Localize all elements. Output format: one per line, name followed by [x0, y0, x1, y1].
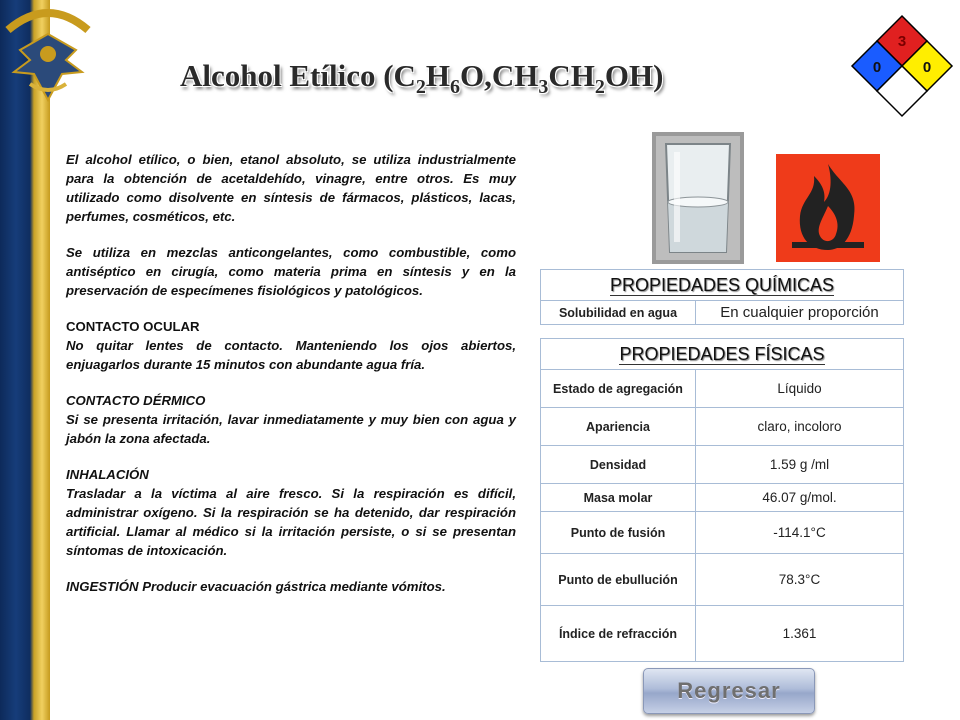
- section-inhalacion: INHALACIÓN Trasladar a la víctima al aire fresco. Si la respiración es difícil, administrar oxígeno. Si la respiración se ha detenido, dar respiración artificial. Llamar al médico si la irritación persiste, o si se presentan síntomas de intoxicación.: [66, 467, 516, 558]
- property-key: Solubilidad en agua: [541, 301, 696, 325]
- section-dermico: CONTACTO DÉRMICO Si se presenta irritación, lavar inmediatamente y muy bien con agua y jabón la zona afectada.: [66, 393, 516, 446]
- regresar-button[interactable]: Regresar: [643, 668, 815, 714]
- property-key: Apariencia: [541, 408, 696, 446]
- heading-inhalacion: INHALACIÓN: [66, 467, 149, 482]
- nfpa-flammability: 3: [897, 33, 907, 50]
- university-seal-logo: [0, 0, 96, 110]
- property-value: Líquido: [696, 370, 904, 408]
- property-value: 1.59 g /ml: [696, 446, 904, 484]
- property-key: Densidad: [541, 446, 696, 484]
- physical-properties-title: PROPIEDADES FÍSICAS: [541, 339, 904, 370]
- nfpa-reactivity: 0: [922, 59, 932, 76]
- property-key: Índice de refracción: [541, 606, 696, 662]
- property-value: claro, incoloro: [696, 408, 904, 446]
- property-key: Punto de ebullución: [541, 554, 696, 606]
- chemical-properties-table: [540, 269, 904, 325]
- paragraph-uses: El alcohol etílico, o bien, etanol absoluto, se utiliza industrialmente para la obtención de acetaldehído, vinagre, entre otros. Es muy utilizado como disolvente en síntesis de fármacos, plásticos, lacas, perfumes, cosméticos, etc.: [66, 152, 516, 224]
- property-value: -114.1°C: [696, 512, 904, 554]
- property-key: Punto de fusión: [541, 512, 696, 554]
- property-key: Estado de agregación: [541, 370, 696, 408]
- glass-of-ethanol-image: [652, 132, 744, 264]
- physical-properties-table: [540, 338, 904, 662]
- heading-ocular: CONTACTO OCULAR: [66, 319, 200, 334]
- section-ingestion: INGESTIÓN Producir evacuación gástrica mediante vómitos.: [66, 579, 446, 594]
- property-key: Masa molar: [541, 484, 696, 512]
- paragraph-applications: Se utiliza en mezclas anticongelantes, como combustible, como antiséptico en cirugía, como materia prima en síntesis y en la preservación de especímenes fisiológicos y patológicos.: [66, 245, 516, 298]
- property-value: 78.3°C: [696, 554, 904, 606]
- section-ocular: CONTACTO OCULAR No quitar lentes de contacto. Manteniendo los ojos abiertos, enjuagarlos durante 15 minutos con abundante agua fría.: [66, 319, 516, 372]
- chemical-properties-title: PROPIEDADES QUÍMICAS: [541, 270, 904, 301]
- nfpa-diamond-icon: [850, 14, 954, 118]
- heading-ingestion: INGESTIÓN: [66, 579, 139, 594]
- flammable-hazard-icon: [776, 154, 880, 262]
- nfpa-health: 0: [872, 59, 882, 76]
- property-value: 1.361: [696, 606, 904, 662]
- description-text: [66, 150, 516, 613]
- property-value: 46.07 g/mol.: [696, 484, 904, 512]
- property-value: En cualquier proporción: [696, 301, 904, 325]
- heading-dermico: CONTACTO DÉRMICO: [66, 393, 206, 408]
- page-title: Alcohol Etílico $(C_2H_6O,CH_3CH_2OH)$: [180, 58, 664, 99]
